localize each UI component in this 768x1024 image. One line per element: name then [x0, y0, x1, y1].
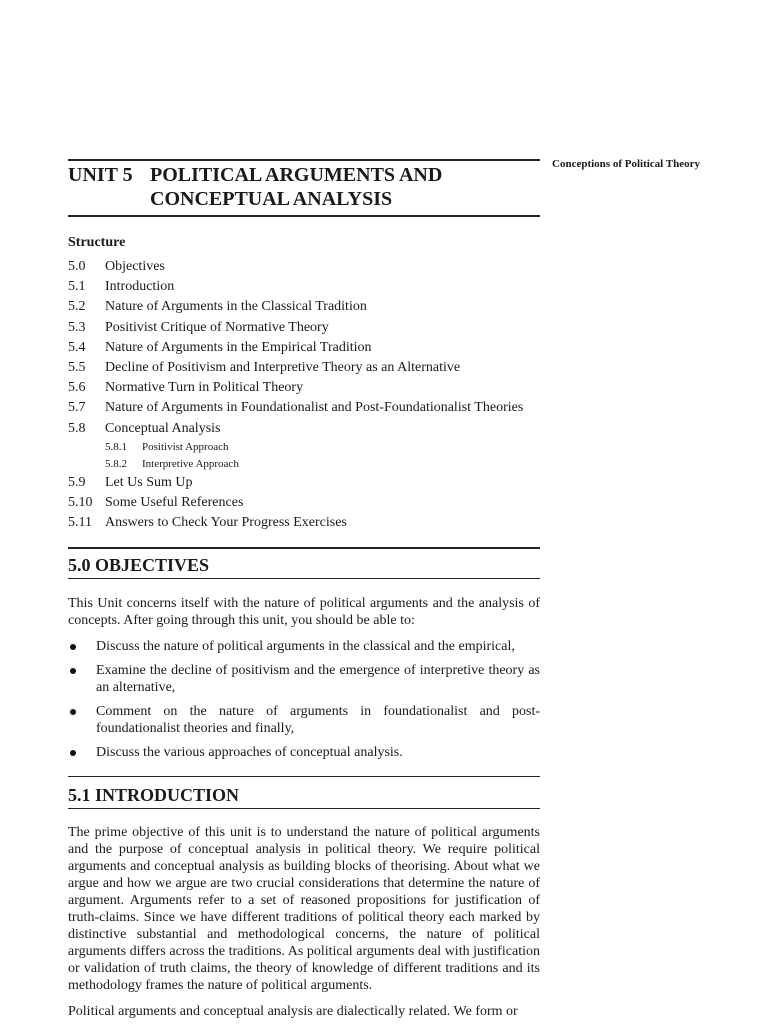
table-of-contents	[68, 257, 540, 533]
toc-number: 5.6	[68, 380, 86, 396]
toc-item[interactable]	[68, 473, 540, 493]
bullet-dot-icon	[70, 750, 76, 756]
toc-sub-label: Interpretive Approach	[142, 457, 239, 470]
objective-item	[68, 662, 540, 696]
toc-number: 5.0	[68, 259, 86, 274]
bullet-dot-icon	[70, 644, 76, 650]
toc-item[interactable]	[68, 358, 540, 378]
title-top-rule	[68, 159, 540, 161]
objectives-list	[68, 638, 540, 768]
toc-label: Let Us Sum Up	[105, 474, 193, 490]
toc-sub-number: 5.8.1	[105, 440, 127, 453]
unit-title-line2: CONCEPTUAL ANALYSIS	[150, 188, 393, 210]
objectives-top-rule	[68, 547, 540, 549]
objective-item	[68, 703, 540, 737]
toc-number: 5.2	[68, 299, 86, 315]
toc-number: 5.1	[68, 279, 86, 295]
toc-number: 5.7	[68, 400, 86, 416]
introduction-paragraph: The prime objective of this unit is to understand the nature of political arguments and the purpose of conceptual analysis in political theory. We require political arguments and conceptual analysis as building blocks of theorising. About what we argue and how we argue are two crucial considerations that determine the nature of argument. Arguments refer to a set of reasoned propositions for justification of truth-claims. Since we have different traditions of political theory each marked by distinctive substantial and methodological concerns, the nature of political arguments differs across the traditions. As political arguments deal with justification or validation of truth claims, the theory of knowledge of different traditions and its methodology frames the nature of political arguments.	[68, 825, 540, 993]
toc-number: 5.9	[68, 474, 86, 490]
introduction-paragraph-2: Political arguments and conceptual analysis are dialectically related. We form or	[68, 1004, 518, 1019]
objective-text: Discuss the nature of political arguments in the classical and the empirical,	[96, 639, 515, 654]
toc-item[interactable]	[68, 493, 540, 513]
toc-number: 5.4	[68, 339, 86, 355]
toc-label: Introduction	[105, 279, 175, 295]
unit-title-text	[150, 163, 540, 211]
toc-sub-label: Positivist Approach	[142, 440, 229, 453]
objectives-intro: This Unit concerns itself with the nature of political arguments and the analysis of concepts. After going through this unit, you should be able to:	[68, 596, 540, 628]
toc-number: 5.3	[68, 319, 86, 335]
toc-label: Answers to Check Your Progress Exercises	[105, 515, 347, 531]
toc-item[interactable]	[68, 513, 540, 533]
unit-number: UNIT 5	[68, 164, 133, 186]
toc-item[interactable]	[68, 297, 540, 317]
unit-title-line1: POLITICAL ARGUMENTS AND	[150, 164, 443, 186]
toc-item[interactable]	[68, 398, 540, 418]
objective-text: Comment on the nature of arguments in foundationalist and post-foundationalist theories and finally,	[96, 704, 540, 736]
objective-text: Discuss the various approaches of conceptual analysis.	[96, 745, 403, 760]
toc-subitem[interactable]	[68, 439, 540, 456]
toc-number: 5.8	[68, 420, 86, 436]
toc-item[interactable]	[68, 318, 540, 338]
toc-subitem[interactable]	[68, 456, 540, 473]
running-header: Conceptions of Political Theory	[552, 158, 700, 170]
toc-number: 5.10	[68, 494, 93, 510]
toc-item[interactable]	[68, 419, 540, 439]
toc-label: Positivist Critique of Normative Theory	[105, 319, 329, 335]
objectives-heading: 5.0 OBJECTIVES	[68, 555, 210, 575]
bullet-dot-icon	[70, 668, 76, 674]
objective-item	[68, 744, 540, 761]
toc-item[interactable]	[68, 338, 540, 358]
toc-number: 5.11	[68, 515, 92, 531]
objective-item	[68, 638, 540, 655]
toc-label: Conceptual Analysis	[105, 420, 221, 436]
toc-label: Nature of Arguments in Foundationalist and Post-Foundationalist Theories	[105, 400, 524, 416]
toc-label: Objectives	[105, 259, 165, 274]
toc-label: Nature of Arguments in the Empirical Tradition	[105, 339, 372, 355]
objective-text: Examine the decline of positivism and the emergence of interpretive theory as an alternative,	[96, 663, 540, 695]
toc-label: Nature of Arguments in the Classical Tradition	[105, 299, 367, 315]
toc-label: Normative Turn in Political Theory	[105, 380, 304, 396]
toc-item[interactable]	[68, 257, 540, 277]
structure-heading: Structure	[68, 235, 126, 250]
toc-label: Some Useful References	[105, 494, 244, 510]
toc-sub-number: 5.8.2	[105, 457, 127, 470]
objectives-bottom-rule	[68, 578, 540, 579]
introduction-heading: 5.1 INTRODUCTION	[68, 785, 240, 805]
bullet-dot-icon	[70, 709, 76, 715]
introduction-bottom-rule	[68, 808, 540, 809]
title-bottom-rule	[68, 215, 540, 217]
introduction-top-rule	[68, 776, 540, 777]
toc-item[interactable]	[68, 277, 540, 297]
toc-label: Decline of Positivism and Interpretive Theory as an Alternative	[105, 359, 461, 375]
toc-number: 5.5	[68, 359, 86, 375]
toc-item[interactable]	[68, 378, 540, 398]
